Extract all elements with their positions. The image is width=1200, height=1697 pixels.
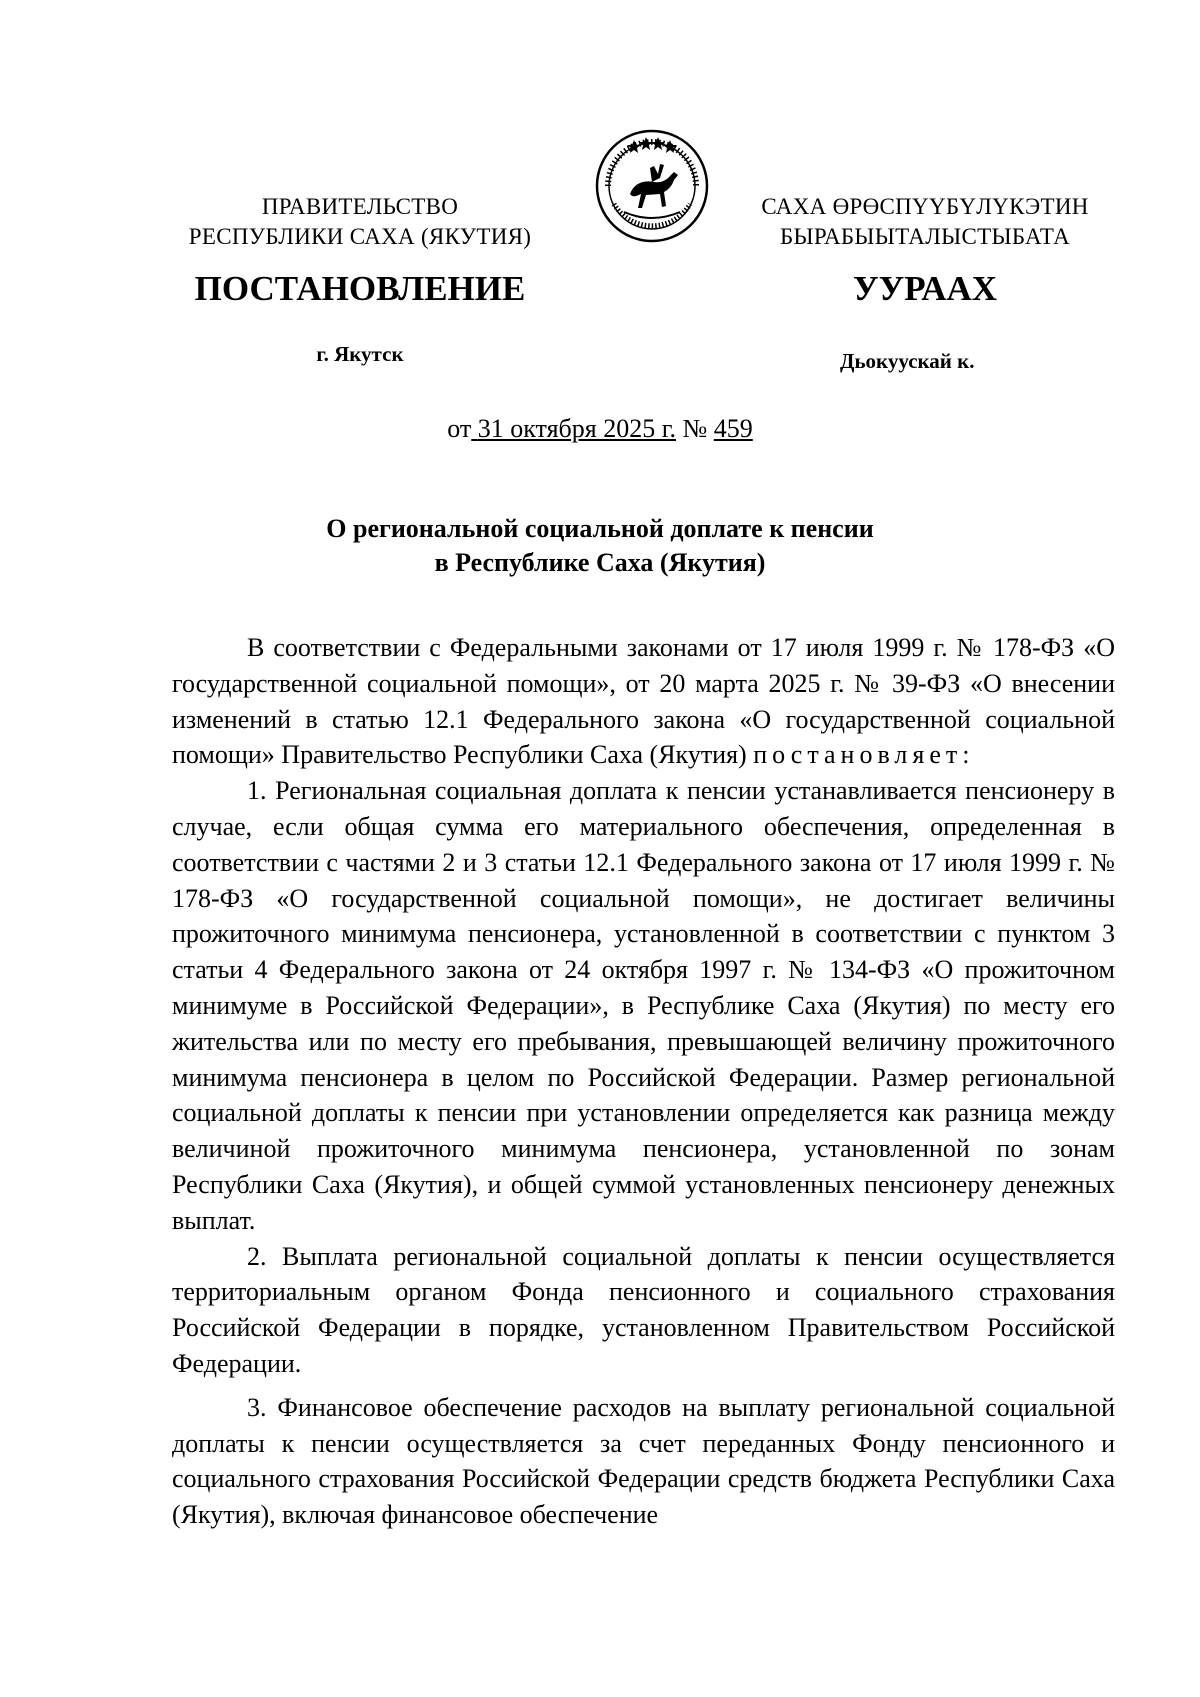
header-left-line1: ПРАВИТЕЛЬСТВО	[261, 194, 459, 219]
document-body	[172, 630, 1115, 1533]
postanovlyaet-word: постановляет:	[753, 740, 975, 770]
document-type-ru: ПОСТАНОВЛЕНИЕ	[194, 269, 526, 308]
coat-of-arms-emblem	[594, 128, 710, 244]
document-number: 459	[713, 414, 753, 443]
number-sign: №	[682, 414, 708, 443]
preamble-text: В соответствии с Федеральными законами от 17 июля 1999 г. № 178-ФЗ «О государственной социальной помощи», от 20 марта 2025 г. № 39-ФЗ «О внесении изменений в статью 12.1 Федерального закона «О государственной социальной помощи» Правительство Республики Саха (Якутия)	[172, 633, 1115, 770]
document-title	[200, 512, 1000, 580]
city-ru: г. Якутск	[316, 342, 404, 366]
header-right-line2: БЫРАБЫЫТАЛЫСТЫБАТА	[779, 224, 1071, 249]
document-title-line2: в Республике Саха (Якутия)	[434, 548, 766, 577]
document-type-sah: УУРААХ	[852, 269, 998, 308]
document-date: 31 октября 2025 г.	[477, 414, 676, 443]
paragraph-1: 1. Региональная социальная доплата к пенсии устанавливается пенсионеру в случае, если общая сумма его материального обеспечения, определенная в соответствии с частями 2 и 3 статьи 12.1 Федерального закона от 17 июля 1999 г. № 178-ФЗ «О государственной социальной помощи», не достигает величины прожиточного минимума пенсионера, установленной в соответствии с пунктом 3 статьи 4 Федерального закона от 24 октября 1997 г. № 134-ФЗ «О прожиточном минимуме в Российской Федерации», в Республике Саха (Якутия) по месту его жительства или по месту его пребывания, превышающей величину прожиточного минимума пенсионера в целом по Российской Федерации. Размер региональной социальной доплаты к пенсии при установлении определяется как разница между величиной прожиточного минимума пенсионера, установленной по зонам Республики Саха (Якутия), и общей суммой установленных пенсионеру денежных выплат.	[172, 776, 1115, 1235]
document-title-line1: О региональной социальной доплате к пенсии	[326, 514, 874, 543]
date-prefix: от	[447, 414, 472, 443]
header-left-authority	[170, 192, 550, 252]
city-sah: Дьокуускай к.	[840, 349, 975, 373]
header-left-line2: РЕСПУБЛИКИ САХА (ЯКУТИЯ)	[188, 224, 532, 249]
preamble-paragraph	[172, 630, 1115, 773]
paragraph-3: 3. Финансовое обеспечение расходов на выплату региональной социальной доплаты к пенсии осуществляется за счет переданных Фонду пенсионного и социального страхования Российской Федерации средств бюджета Республики Саха (Якутия), включая финансовое обеспечение	[172, 1392, 1115, 1530]
paragraph-2: 2. Выплата региональной социальной доплаты к пенсии осуществляется территориальным органом Фонда пенсионного и социального страхования Российской Федерации в порядке, установленном Правительством Российской Федерации.	[172, 1241, 1115, 1378]
header-right-authority	[735, 192, 1115, 252]
header-right-line1: САХА ӨРӨСПҮҮБҮЛҮКЭТИН	[761, 194, 1089, 219]
date-number-line	[0, 413, 1200, 445]
